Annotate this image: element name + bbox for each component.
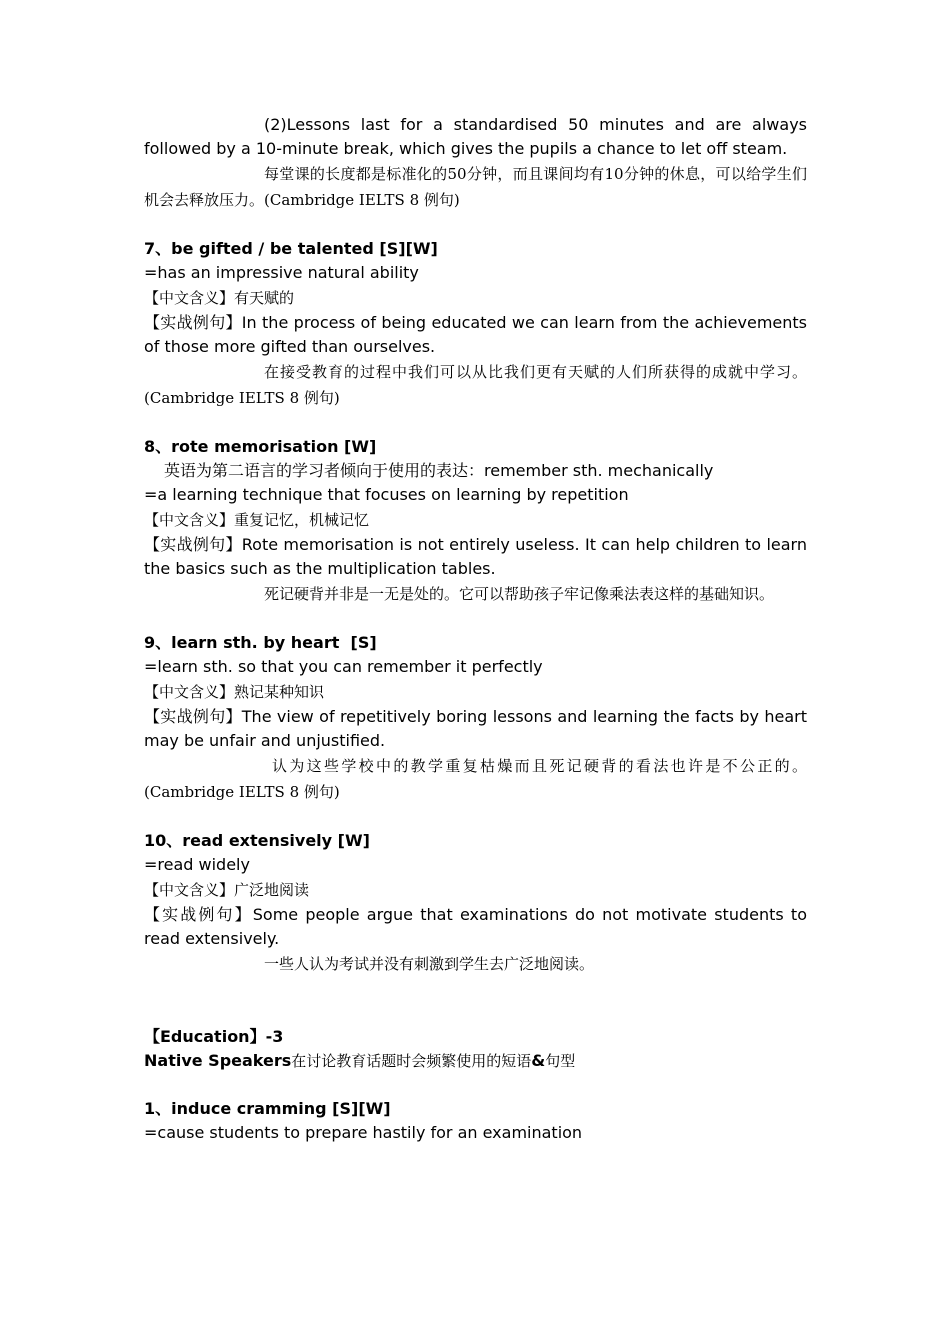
entry-definition: =a learning technique that focuses on learning by repetition bbox=[144, 485, 629, 504]
entry-8 bbox=[144, 434, 807, 607]
entry-meaning: 【中文含义】广泛地阅读 bbox=[144, 881, 310, 899]
intro-example-en: (2)Lessons last for a standardised 50 minutes and are always followed by a 10-minute break, which gives the pupils a chance to let off steam. bbox=[144, 115, 807, 158]
entry-heading: 9、learn sth. by heart [S] bbox=[144, 633, 377, 652]
entry-definition: =cause students to prepare hastily for an examination bbox=[144, 1123, 583, 1142]
entry-example: 【实战例句】Some people argue that examinations do not motivate students to read extensively. bbox=[144, 905, 807, 948]
entry-translation: 认为这些学校中的教学重复枯燥而且死记硬背的看法也许是不公正的。(Cambridge IELTS 8 例句) bbox=[144, 757, 807, 801]
intro-example-zh: 每堂课的长度都是标准化的50分钟，而且课间均有10分钟的休息，可以给学生们机会去释放压力。(Cambridge IELTS 8 例句) bbox=[144, 165, 807, 209]
entry-translation: 一些人认为考试并没有刺激到学生去广泛地阅读。 bbox=[264, 955, 595, 973]
entry-translation: 死记硬背并非是一无是处的。它可以帮助孩子牢记像乘法表这样的基础知识。 bbox=[264, 585, 775, 603]
entry-heading: 10、read extensively [W] bbox=[144, 831, 370, 850]
section-subtitle-rest: 在讨论教育话题时会频繁使用的短语 bbox=[291, 1052, 532, 1070]
section-subtitle-bold: Native Speakers bbox=[144, 1051, 292, 1070]
entry-10 bbox=[144, 828, 807, 977]
section-header bbox=[144, 1024, 807, 1073]
entry-heading: 1、induce cramming [S][W] bbox=[144, 1099, 391, 1118]
section-subtitle bbox=[144, 1049, 807, 1073]
entry-translation: 在接受教育的过程中我们可以从比我们更有天赋的人们所获得的成就中学习。(Cambridge IELTS 8 例句) bbox=[144, 363, 807, 407]
entry-meaning: 【中文含义】熟记某种知识 bbox=[144, 683, 325, 701]
entry-7 bbox=[144, 236, 807, 411]
entry-example: 【实战例句】In the process of being educated we can learn from the achievements of those more gifted than ourselves. bbox=[144, 313, 807, 356]
entry-example: 【实战例句】The view of repetitively boring lessons and learning the facts by heart may be unfair and unjustified. bbox=[144, 707, 807, 750]
document-page bbox=[144, 113, 807, 1145]
entry-note: 英语为第二语言的学习者倾向于使用的表达：remember sth. mechanically bbox=[164, 461, 714, 480]
entry-meaning: 【中文含义】重复记忆，机械记忆 bbox=[144, 511, 370, 529]
section-subtitle-amp: & bbox=[531, 1051, 546, 1070]
entry-example: 【实战例句】Rote memorisation is not entirely useless. It can help children to learn the basics such as the multiplication tables. bbox=[144, 535, 807, 578]
section-subtitle-end: 句型 bbox=[545, 1052, 576, 1070]
entry-definition: =read widely bbox=[144, 855, 250, 874]
entry-definition: =learn sth. so that you can remember it perfectly bbox=[144, 657, 543, 676]
section-title: 【Education】-3 bbox=[144, 1027, 284, 1046]
entry-heading: 8、rote memorisation [W] bbox=[144, 437, 377, 456]
entry-9 bbox=[144, 630, 807, 805]
entry-definition: =has an impressive natural ability bbox=[144, 263, 419, 282]
entry-next bbox=[144, 1096, 807, 1145]
entry-meaning: 【中文含义】有天赋的 bbox=[144, 289, 295, 307]
entry-heading: 7、be gifted / be talented [S][W] bbox=[144, 239, 438, 258]
